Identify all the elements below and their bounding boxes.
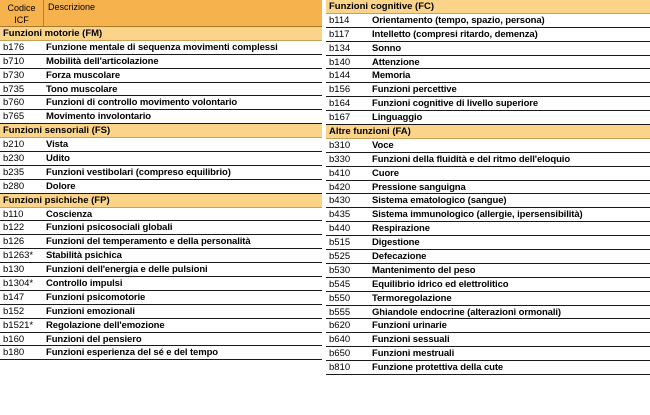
icf-code: b330 [329, 153, 351, 165]
icf-code: b555 [329, 306, 351, 318]
icf-description: Digestione [372, 237, 420, 249]
table-row [326, 347, 650, 361]
icf-description: Attenzione [372, 56, 420, 68]
table-row [326, 292, 650, 306]
table-header [0, 0, 322, 27]
icf-description: Memoria [372, 70, 411, 82]
table-row [0, 55, 322, 69]
icf-description: Funzioni mestruali [372, 348, 455, 360]
section-header: Funzioni cognitive (FC) [326, 0, 650, 14]
table-row [326, 222, 650, 236]
icf-description: Funzioni esperienza del sé e del tempo [46, 347, 218, 359]
table-row [326, 208, 650, 222]
icf-description: Tono muscolare [46, 83, 118, 95]
icf-code: b310 [329, 139, 351, 151]
table-row [0, 96, 322, 110]
table-row [0, 180, 322, 194]
icf-code: b130 [3, 264, 25, 276]
table-row [326, 42, 650, 56]
table-row [0, 41, 322, 55]
icf-code: b735 [3, 83, 25, 95]
icf-code: b760 [3, 97, 25, 109]
icf-description: Linguaggio [372, 112, 423, 124]
table-row [326, 69, 650, 83]
icf-code: b122 [3, 222, 25, 234]
table-row [326, 306, 650, 320]
table-row [326, 319, 650, 333]
table-row [0, 249, 322, 263]
table-row [326, 139, 650, 153]
icf-code: b110 [3, 208, 24, 220]
table-row [0, 110, 322, 124]
icf-description: Defecazione [372, 250, 427, 262]
table-row [0, 221, 322, 235]
icf-description: Funzioni cognitive di livello superiore [372, 98, 539, 110]
right-table [326, 0, 650, 375]
icf-description: Cuore [372, 167, 399, 179]
icf-code: b152 [3, 305, 25, 317]
icf-code: b440 [329, 223, 351, 235]
icf-code: b530 [329, 264, 351, 276]
icf-code: b167 [329, 112, 351, 124]
icf-description: Forza muscolare [46, 69, 120, 81]
icf-code: b640 [329, 334, 351, 346]
section-header: Funzioni sensoriali (FS) [0, 124, 322, 138]
icf-description: Sistema immunologico (allergie, ipersensibilità) [372, 209, 583, 221]
icf-code: b134 [329, 42, 351, 54]
icf-code: b1521* [3, 319, 34, 331]
icf-code: b430 [329, 195, 351, 207]
section-header: Funzioni psichiche (FP) [0, 194, 322, 208]
icf-code: b126 [3, 236, 25, 248]
icf-description: Funzioni del temperamento e della personalità [46, 236, 251, 248]
icf-code: b147 [3, 291, 25, 303]
icf-description: Ghiandole endocrine (alterazioni ormonali) [372, 306, 561, 318]
icf-description: Vista [46, 139, 69, 151]
icf-code: b420 [329, 181, 351, 193]
icf-description: Respirazione [372, 223, 430, 235]
table-row [0, 138, 322, 152]
table-row [326, 14, 650, 28]
table-row [0, 235, 322, 249]
icf-code: b176 [3, 41, 25, 53]
section-header: Funzioni motorie (FM) [0, 27, 322, 41]
icf-code: b410 [329, 167, 351, 179]
icf-description: Coscienza [46, 208, 93, 220]
header-desc-label: Descrizione [48, 2, 96, 12]
icf-description: Funzioni psicosociali globali [46, 222, 173, 234]
icf-description: Sistema ematologico (sangue) [372, 195, 507, 207]
table-row [0, 305, 322, 319]
icf-description: Controllo impulsi [46, 277, 123, 289]
icf-description: Dolore [46, 180, 76, 192]
icf-code: b730 [3, 69, 25, 81]
table-row [0, 69, 322, 83]
icf-code: b650 [329, 348, 351, 360]
icf-code: b230 [3, 152, 25, 164]
table-row [326, 250, 650, 264]
table-row [326, 111, 650, 125]
icf-description: Orientamento (tempo, spazio, persona) [372, 14, 545, 26]
table-row [0, 83, 322, 97]
icf-code: b160 [3, 333, 25, 345]
table-row [0, 333, 322, 347]
table-row [326, 333, 650, 347]
icf-code: b156 [329, 84, 351, 96]
left-rows [0, 27, 322, 360]
table-row [0, 263, 322, 277]
icf-description: Regolazione dell'emozione [46, 319, 165, 331]
icf-code: b144 [329, 70, 351, 82]
icf-description: Sonno [372, 42, 402, 54]
table-row [0, 319, 322, 333]
icf-description: Voce [372, 139, 394, 151]
icf-code: b620 [329, 320, 351, 332]
icf-description: Intelletto (compresi ritardo, demenza) [372, 28, 538, 40]
icf-description: Mobilità dell'articolazione [46, 55, 159, 67]
icf-code: b435 [329, 209, 351, 221]
table-row [0, 208, 322, 222]
right-rows [326, 0, 650, 375]
icf-code: b810 [329, 362, 351, 374]
table-row [326, 153, 650, 167]
icf-description: Udito [46, 152, 70, 164]
icf-description: Funzioni psicomotorie [46, 291, 146, 303]
icf-code: b545 [329, 278, 351, 290]
table-row [0, 166, 322, 180]
icf-description: Funzioni urinarie [372, 320, 447, 332]
icf-code: b180 [3, 347, 25, 359]
icf-description: Funzioni percettive [372, 84, 457, 96]
icf-description: Funzioni dell'energia e delle pulsioni [46, 264, 208, 276]
icf-description: Funzioni sessuali [372, 334, 450, 346]
table-row [0, 152, 322, 166]
table-row [326, 278, 650, 292]
table-row [326, 28, 650, 42]
left-table [0, 0, 322, 360]
table-row [326, 194, 650, 208]
icf-code: b117 [329, 28, 350, 40]
table-row [0, 277, 322, 291]
icf-code: b1304* [3, 277, 34, 289]
icf-code: b550 [329, 292, 351, 304]
icf-code: b1263* [3, 250, 34, 262]
icf-code: b114 [329, 14, 350, 26]
icf-code: b140 [329, 56, 351, 68]
icf-description: Movimento involontario [46, 111, 151, 123]
section-header: Altre funzioni (FA) [326, 125, 650, 139]
table-row [326, 56, 650, 70]
table-row [326, 236, 650, 250]
icf-description: Funzione protettiva della cute [372, 362, 504, 374]
icf-code: b765 [3, 111, 25, 123]
icf-code: b280 [3, 180, 25, 192]
icf-code: b525 [329, 250, 351, 262]
icf-description: Funzioni vestibolari (compreso equilibrio) [46, 166, 231, 178]
table-row [0, 291, 322, 305]
table-row [326, 167, 650, 181]
icf-description: Termoregolazione [372, 292, 452, 304]
table-row [326, 181, 650, 195]
icf-code: b164 [329, 98, 351, 110]
icf-description: Equilibrio idrico ed elettrolitico [372, 278, 509, 290]
icf-description: Pressione sanguigna [372, 181, 466, 193]
icf-description: Stabilità psichica [46, 250, 122, 262]
table-row [326, 361, 650, 375]
table-row [0, 346, 322, 360]
header-code-label: Codice ICF [0, 0, 44, 26]
icf-description: Funzioni di controllo movimento volontario [46, 97, 238, 109]
table-row [326, 83, 650, 97]
icf-code: b515 [329, 237, 351, 249]
icf-code: b235 [3, 166, 25, 178]
table-row [326, 97, 650, 111]
icf-code: b210 [3, 139, 25, 151]
table-row [326, 264, 650, 278]
icf-description: Mantenimento del peso [372, 264, 476, 276]
icf-description: Funzione mentale di sequenza movimenti complessi [46, 41, 278, 53]
icf-description: Funzioni emozionali [46, 305, 135, 317]
icf-description: Funzioni del pensiero [46, 333, 142, 345]
icf-code: b710 [3, 55, 25, 67]
icf-description: Funzioni della fluidità e del ritmo dell'eloquio [372, 153, 571, 165]
